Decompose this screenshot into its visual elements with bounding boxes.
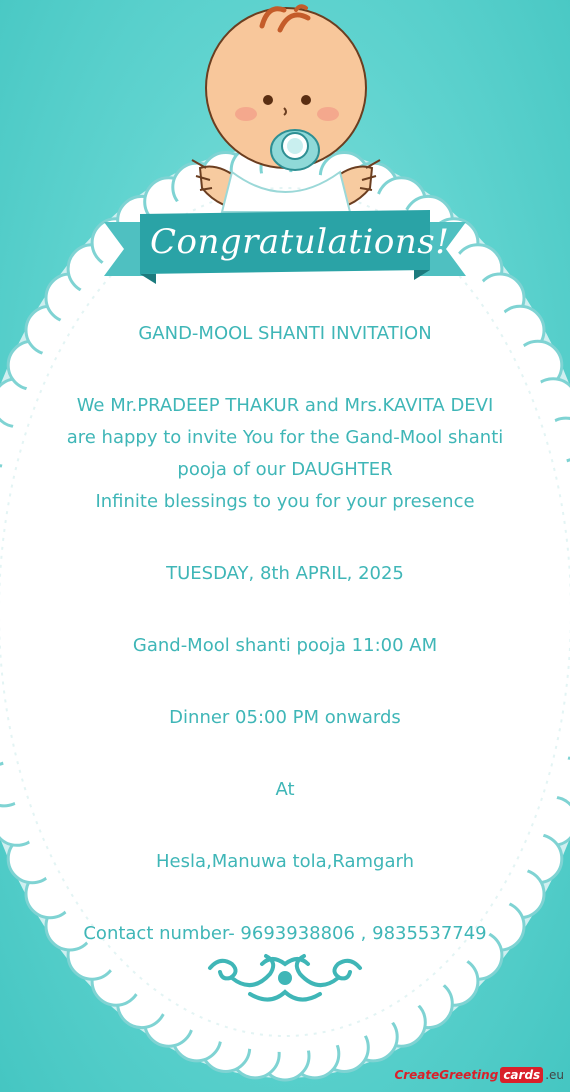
- contact-number: Contact number- 9693938806 , 9835537749: [83, 923, 487, 944]
- watermark-text-1: CreateGreeting: [394, 1068, 499, 1082]
- watermark-text-2: cards: [500, 1067, 543, 1083]
- invitation-hosts: We Mr.PRADEEP THAKUR and Mrs.KAVITA DEVI: [76, 395, 494, 416]
- event-date: TUESDAY, 8th APRIL, 2025: [166, 563, 404, 584]
- invitation-message: are happy to invite You for the Gand-Mool shanti: [66, 427, 504, 448]
- invitation-blessing: Infinite blessings to you for your presence: [95, 491, 475, 512]
- congratulations-title: Congratulations!: [150, 222, 450, 262]
- watermark-text-3: .eu: [545, 1068, 564, 1082]
- venue: Hesla,Manuwa tola,Ramgarh: [155, 851, 415, 872]
- site-watermark[interactable]: [394, 1062, 564, 1088]
- invitation-heading: GAND-MOOL SHANTI INVITATION: [138, 323, 432, 344]
- at-label: At: [275, 779, 295, 800]
- invitation-content: [0, 318, 570, 950]
- dinner-time: Dinner 05:00 PM onwards: [169, 707, 401, 728]
- invitation-message-cont: pooja of our DAUGHTER: [177, 459, 393, 480]
- pooja-time: Gand-Mool shanti pooja 11:00 AM: [132, 635, 438, 656]
